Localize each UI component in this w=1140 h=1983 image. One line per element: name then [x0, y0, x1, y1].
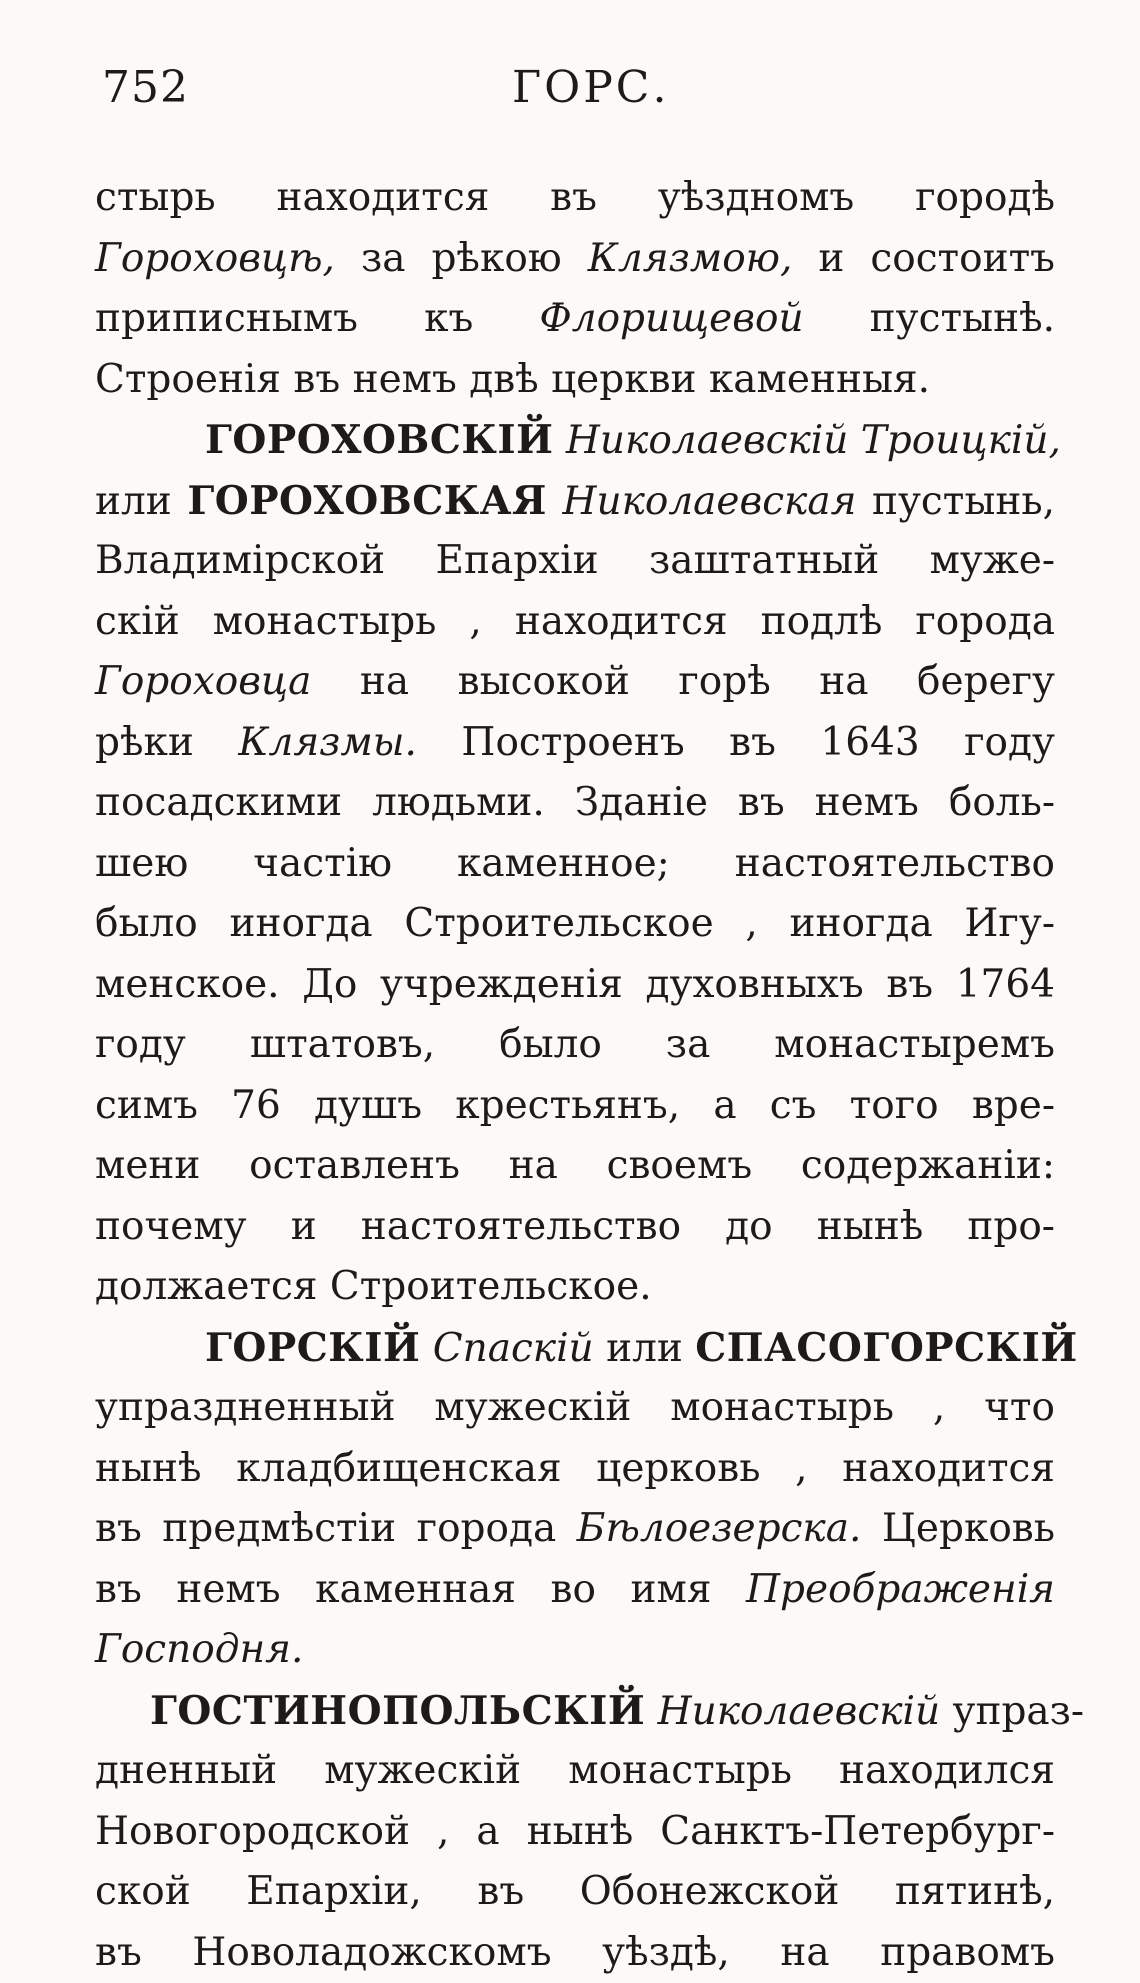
entry-heading: ГОРОХОВСКІЙ	[205, 417, 554, 463]
text-line	[95, 1802, 1055, 1863]
page-number: 752	[102, 62, 189, 113]
text-line	[95, 1136, 1055, 1197]
text-segment: за рѣкою	[335, 236, 588, 281]
text-segment: упраздненный мужескій монастырь , что	[95, 1385, 1055, 1430]
italic-text: Николаевскій	[645, 1689, 940, 1734]
text-line	[95, 1015, 1055, 1076]
text-segment: симъ 76 душъ крестьянъ, а съ того вре-	[95, 1083, 1055, 1128]
text-line	[95, 168, 1055, 229]
text-segment: стырь находится въ уѣздномъ городѣ	[95, 175, 1055, 220]
text-line	[95, 1560, 1055, 1621]
text-segment: на высокой горѣ на берегу	[311, 659, 1055, 704]
text-segment: должается Строительское.	[95, 1264, 652, 1309]
text-segment: шею частію каменное; настоятельство	[95, 841, 1055, 886]
italic-text: Клязмою,	[588, 236, 793, 281]
entry-heading: ГОРОХОВСКАЯ	[187, 478, 547, 524]
text-line	[95, 1439, 1055, 1500]
text-segment: пустынѣ.	[804, 296, 1055, 341]
italic-text: Флорищевой	[539, 296, 803, 341]
italic-text: Николаевская	[547, 479, 857, 524]
text-line	[95, 652, 1055, 713]
text-line	[95, 1862, 1055, 1923]
text-segment: или	[95, 479, 187, 524]
text-segment: въ Новоладожскомъ уѣздѣ, на правомъ	[95, 1930, 1055, 1975]
text-segment: почему и настоятельство до нынѣ про-	[95, 1204, 1055, 1249]
text-line	[95, 289, 1055, 350]
text-segment: ской Епархіи, въ Обонежской пятинѣ,	[95, 1869, 1055, 1914]
text-segment: въ немъ каменная во имя	[95, 1567, 746, 1612]
text-line	[95, 1197, 1055, 1258]
text-line	[95, 350, 1055, 411]
text-segment: менское. До учрежденія духовныхъ въ 1764	[95, 962, 1055, 1007]
text-line	[95, 713, 1055, 774]
text-line	[95, 1681, 1055, 1742]
text-line	[95, 1257, 1055, 1318]
text-segment: Строенія въ немъ двѣ церкви каменныя.	[95, 357, 930, 402]
text-line	[95, 1923, 1055, 1983]
text-segment: Новогородской , а нынѣ Санктъ-Петербург-	[95, 1809, 1055, 1854]
text-line	[95, 1076, 1055, 1137]
italic-text: Николаевскій Троицкій,	[554, 418, 1061, 463]
italic-text: Клязмы.	[238, 720, 417, 765]
text-line	[95, 471, 1055, 532]
text-segment: упраз-	[940, 1689, 1084, 1734]
text-segment: Построенъ въ 1643 году	[417, 720, 1055, 765]
text-line	[95, 410, 1055, 471]
text-line	[95, 1499, 1055, 1560]
text-segment: нынѣ кладбищенская церковь , находится	[95, 1446, 1055, 1491]
text-segment: дненный мужескій монастырь находился	[95, 1748, 1055, 1793]
text-segment: приписнымъ къ	[95, 296, 539, 341]
text-line	[95, 1620, 1055, 1681]
text-segment: въ предмѣстіи города	[95, 1506, 577, 1551]
text-segment: было иногда Строительское , иногда Игу-	[95, 901, 1055, 946]
text-line	[95, 1318, 1055, 1379]
italic-text: Спаскій	[420, 1326, 593, 1371]
page-header	[102, 62, 1062, 122]
text-segment: пустынь,	[856, 479, 1055, 524]
entry-heading: ГОРСКІЙ	[205, 1325, 420, 1371]
text-segment: или	[594, 1326, 696, 1371]
text-line	[95, 773, 1055, 834]
text-line	[95, 592, 1055, 653]
body-text	[95, 168, 1055, 1983]
text-line	[95, 955, 1055, 1016]
text-segment: Владимірской Епархіи заштатный муже-	[95, 538, 1055, 583]
running-head: ГОРС.	[512, 62, 669, 113]
entry-heading: СПАСОГОРСКІЙ	[695, 1325, 1077, 1371]
text-line	[95, 531, 1055, 592]
text-line	[95, 894, 1055, 955]
italic-text: Гороховцѣ,	[95, 236, 335, 281]
text-line	[95, 834, 1055, 895]
text-line	[95, 1741, 1055, 1802]
italic-text: Гороховца	[95, 659, 311, 704]
text-segment: Церковь	[861, 1506, 1055, 1551]
text-segment: и состоитъ	[792, 236, 1055, 281]
text-segment: посадскими людьми. Зданіе въ немъ боль-	[95, 780, 1055, 825]
text-segment: скій монастырь , находится подлѣ города	[95, 599, 1055, 644]
text-segment: году штатовъ, было за монастыремъ	[95, 1022, 1055, 1067]
text-segment: мени оставленъ на своемъ содержаніи:	[95, 1143, 1055, 1188]
text-segment: рѣки	[95, 720, 238, 765]
italic-text: Господня.	[95, 1627, 303, 1672]
text-line	[95, 229, 1055, 290]
italic-text: Бѣлоезерска.	[577, 1506, 862, 1551]
entry-heading: ГОСТИНОПОЛЬСКІЙ	[150, 1688, 645, 1734]
text-line	[95, 1378, 1055, 1439]
italic-text: Преображенія	[746, 1567, 1055, 1612]
